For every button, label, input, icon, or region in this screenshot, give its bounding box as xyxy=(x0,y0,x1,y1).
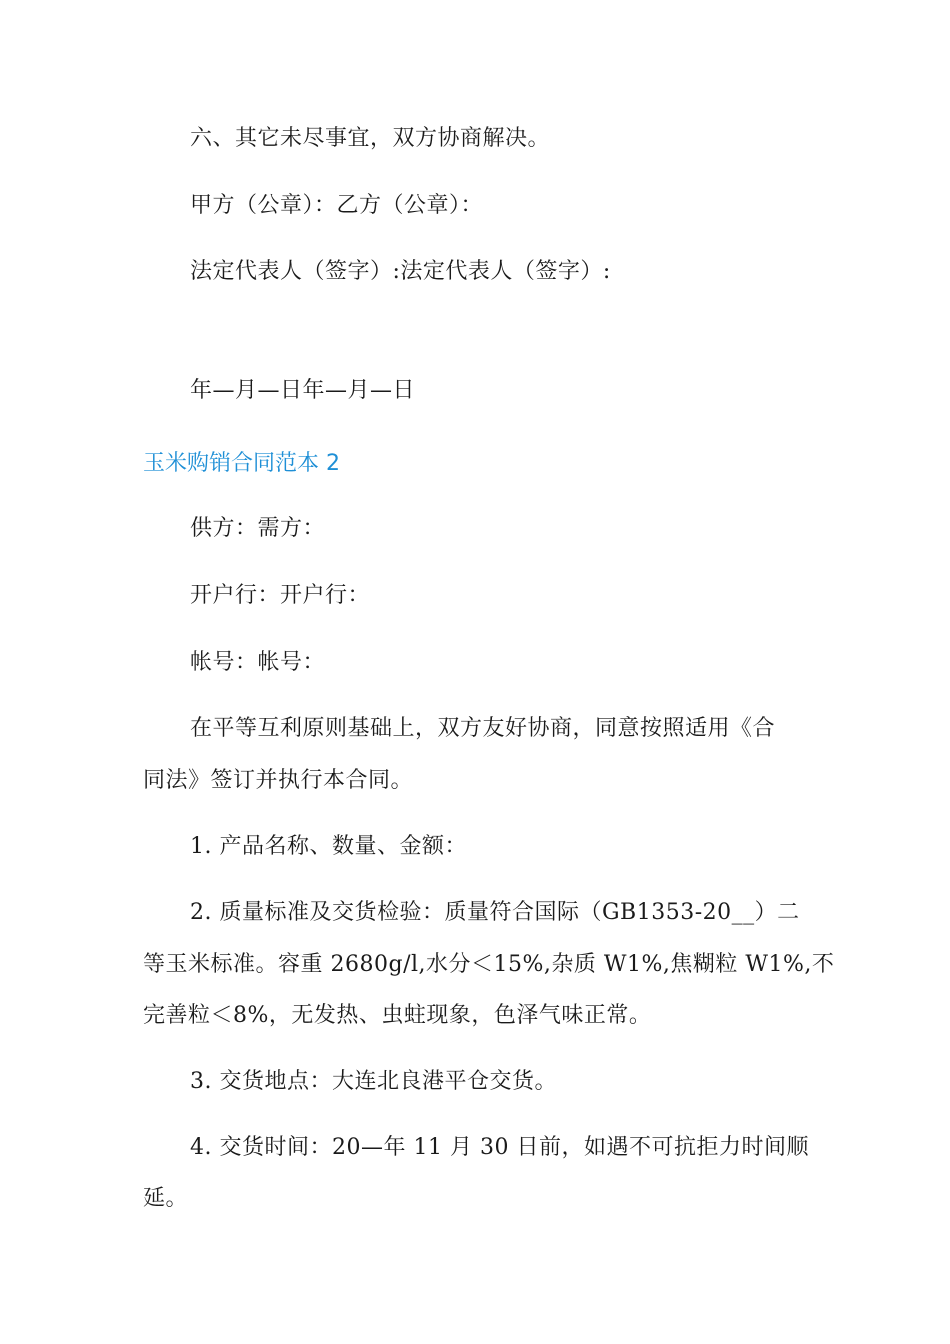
item-2-line-3: 完善粒＜8%，无发热、虫蛀现象，色泽气味正常。 xyxy=(143,1003,652,1028)
item-1: 1. 产品名称、数量、金额： xyxy=(190,834,467,859)
item-4-line-1: 4. 交货时间：20—年 11 月 30 日前，如遇不可抗拒力时间顺 xyxy=(190,1135,809,1160)
item-3: 3. 交货地点：大连北良港平仓交货。 xyxy=(190,1069,557,1094)
item-2-line-2: 等玉米标准。容重 2680g/l,水分＜15%,杂质 W1%,焦糊粒 W1%,不 xyxy=(143,952,835,977)
preamble-line-1: 在平等互利原则基础上，双方友好协商，同意按照适用《合 xyxy=(190,716,776,741)
representative-signature-line: 法定代表人（签字）:法定代表人（签字）: xyxy=(190,259,611,284)
section-title: 玉米购销合同范本 2 xyxy=(143,451,340,476)
supplier-buyer-line: 供方：需方： xyxy=(190,516,326,541)
bank-line: 开户行：开户行： xyxy=(190,583,371,608)
clause-6: 六、其它未尽事宜，双方协商解决。 xyxy=(190,126,551,151)
account-line: 帐号：帐号： xyxy=(190,650,326,675)
party-seal-line: 甲方（公章）：乙方（公章）： xyxy=(190,193,484,218)
item-2-line-1: 2. 质量标准及交货检验：质量符合国际（GB1353-20__）二 xyxy=(190,900,800,925)
preamble-line-2: 同法》签订并执行本合同。 xyxy=(143,768,414,793)
date-line: 年—月—日年—月—日 xyxy=(190,378,416,403)
item-4-line-2: 延。 xyxy=(143,1186,189,1211)
